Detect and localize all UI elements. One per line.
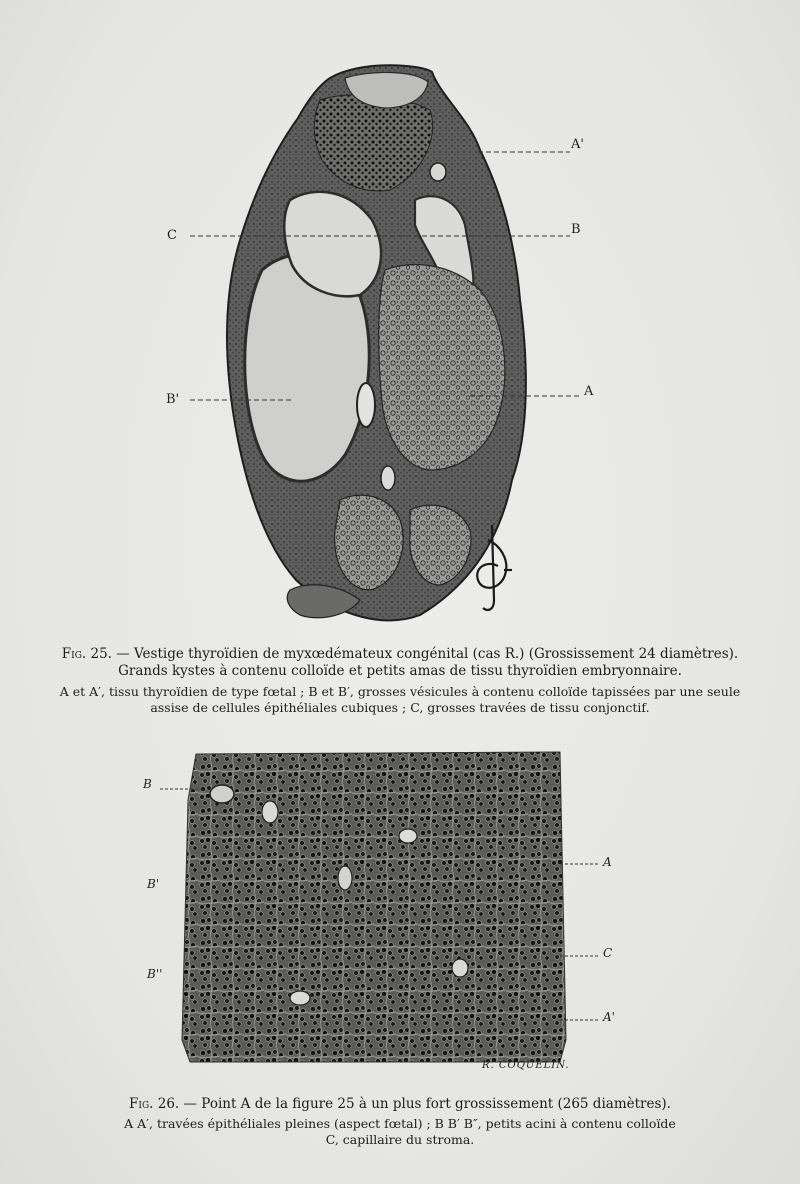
fig26-caption xyxy=(0,1096,800,1148)
fig26-label-bsecond: B'' xyxy=(147,967,163,981)
fig26-label-aprime: A' xyxy=(603,1010,615,1024)
fig25-number: Fig. 25. xyxy=(61,646,112,662)
fig26-label-bprime: B' xyxy=(147,877,160,891)
fig26-title: — Point A de la figure 25 à un plus fort grossissement (265 diamètres). xyxy=(183,1096,671,1112)
fig26-number: Fig. 26. xyxy=(129,1096,180,1112)
fig25-label-bprime: B' xyxy=(166,392,180,407)
fig25-label-c: C xyxy=(167,228,177,243)
fig26-caption-line1 xyxy=(0,1096,800,1113)
fig25-label-a: A xyxy=(584,384,594,399)
fig26-legend-line2: C, capillaire du stroma. xyxy=(325,1132,475,1147)
fig25-caption-line2: Grands kystes à contenu colloïde et petits amas de tissu thyroïdien embryonnaire. xyxy=(118,663,682,679)
fig25-label-b: B xyxy=(571,222,581,237)
fig25-legend-line2: assise de cellules épithéliales cubiques ; C, grosses travées de tissu conjonctif. xyxy=(150,700,650,715)
fig26-label-c: C xyxy=(603,946,613,960)
fig25-title: — Vestige thyroïdien de myxœdémateux congénital (cas R.) (Grossissement 24 diamètres). xyxy=(116,646,739,662)
fig26-legend-line1: A A′, travées épithéliales pleines (aspect fœtal) ; B B′ B″, petits acini à contenu colloïde xyxy=(124,1116,676,1131)
fig25-caption xyxy=(0,646,800,716)
fig26-label-b: B xyxy=(143,777,152,791)
fig25-label-a1: A' xyxy=(571,137,584,152)
figure-26-micrograph xyxy=(0,740,800,1080)
fig26-label-a: A xyxy=(603,855,612,869)
fig25-legend-line1: A et A′, tissu thyroïdien de type fœtal ; B et B′, grosses vésicules à contenu colloïde tapissées par une seule xyxy=(59,684,741,699)
fig26-signature: R. COQUELIN. xyxy=(482,1060,570,1071)
fig25-caption-line1 xyxy=(0,646,800,663)
